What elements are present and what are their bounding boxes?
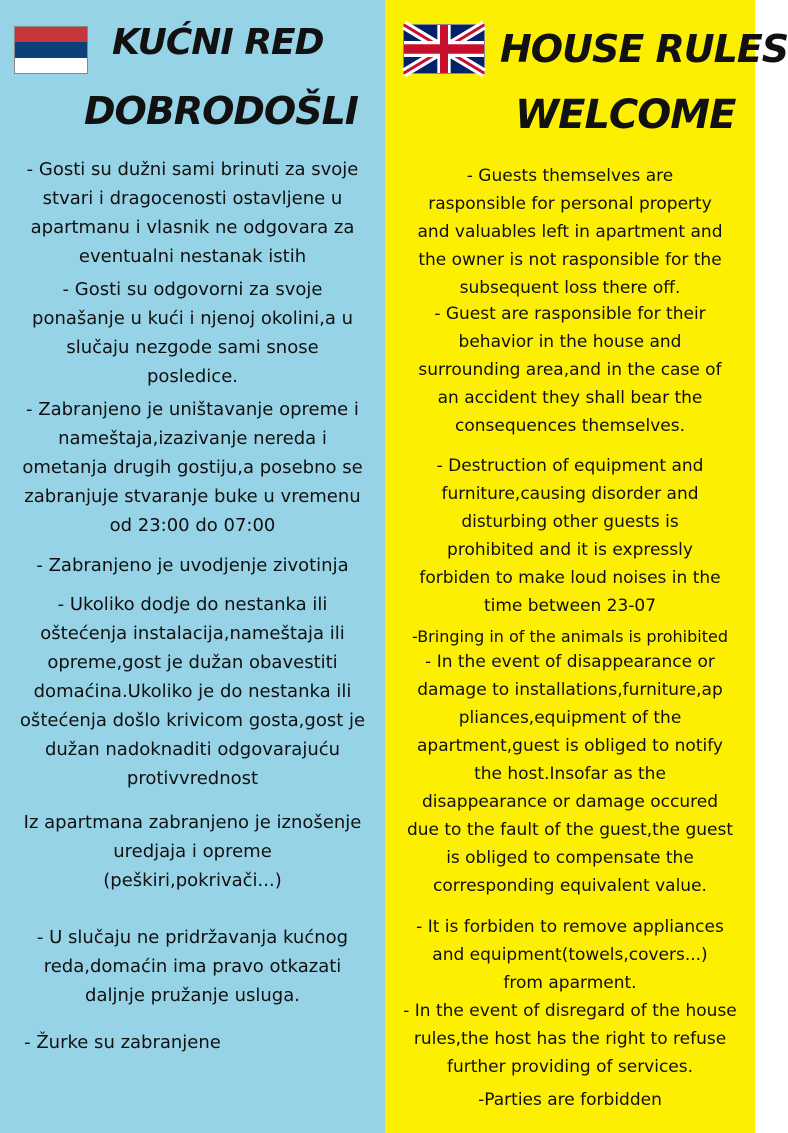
serbian-welcome: DOBRODOŠLI: [84, 89, 358, 133]
uk-flag-icon: [403, 24, 485, 74]
serbian-rule-4: - Zabranjeno je uvodjenje zivotinja: [36, 555, 349, 576]
serbian-rule-2: - Gosti su odgovorni za svoje ponašanje u kući i njenoj okolini,a u slučaju nezgode sami snose posledice.: [32, 279, 353, 387]
serbian-title: KUĆNI RED: [112, 22, 324, 63]
serbian-rule-3: - Zabranjeno je uništavanje opreme i nameštaja,izazivanje nereda i ometanja drugih gostiju,a posebno se zabranjuje stvaranje buke u vremenu od 23:00 do 07:00: [22, 399, 363, 536]
english-welcome: WELCOME: [515, 92, 736, 138]
serbian-rule-1: - Gosti su dužni sami brinuti za svoje stvari i dragocenosti ostavljene u apartmanu i vlasnik ne odgovara za eventualni nestanak istih: [26, 159, 359, 267]
serbian-rule-6: Iz apartmana zabranjeno je iznošenje uredjaja i opreme (peškiri,pokrivači...): [23, 812, 362, 891]
english-rule-3: - Destruction of equipment and furniture,causing disorder and disturbing other guests is prohibited and it is expressly forbiden to make loud noises in the time between 23-07: [419, 456, 721, 616]
serbian-column: [0, 0, 385, 1133]
english-title: HOUSE RULES: [500, 27, 788, 71]
english-rule-1: - Guests themselves are rasponsible for personal property and valuables left in apartment and the owner is not rasponsible for the subsequent loss there off.: [417, 166, 723, 298]
english-column: [385, 0, 788, 1133]
english-rule-2: - Guest are rasponsible for their behavior in the house and surrounding area,and in the case of an accident they shall bear the consequences themselves.: [418, 304, 722, 436]
serbia-flag-icon: [14, 26, 88, 74]
english-rule-5: - In the event of disappearance or damage to installations,furniture,ap pliances,equipment of the apartment,guest is obliged to notify the host.Insofar as the disappearance or damage occured due to the fault of the guest,the guest is obliged to compensate the corresponding equivalent value.: [406, 652, 734, 896]
serbian-rule-5: - Ukoliko dodje do nestanka ili oštećenja instalacija,nameštaja ili opreme,gost je dužan obavestiti domaćina.Ukoliko je do nestanka ili oštećenja došlo krivicom gosta,gost je dužan nadoknaditi odgovarajuću protivvrednost: [19, 594, 366, 789]
serbian-rule-7: - U slučaju ne pridržavanja kućnog reda,domaćin ima pravo otkazati daljnje pružanje usluga.: [36, 927, 349, 1006]
english-rule-7: - In the event of disregard of the house rules,the host has the right to refuse further providing of services.: [403, 1001, 737, 1077]
english-rule-8: -Parties are forbidden: [478, 1090, 662, 1110]
serbian-rule-8: - Žurke su zabranjene: [24, 1032, 221, 1053]
english-rule-6: - It is forbiden to remove appliances and equipment(towels,covers...) from aparment.: [416, 917, 724, 993]
english-rule-4: -Bringing in of the animals is prohibited: [412, 627, 728, 646]
